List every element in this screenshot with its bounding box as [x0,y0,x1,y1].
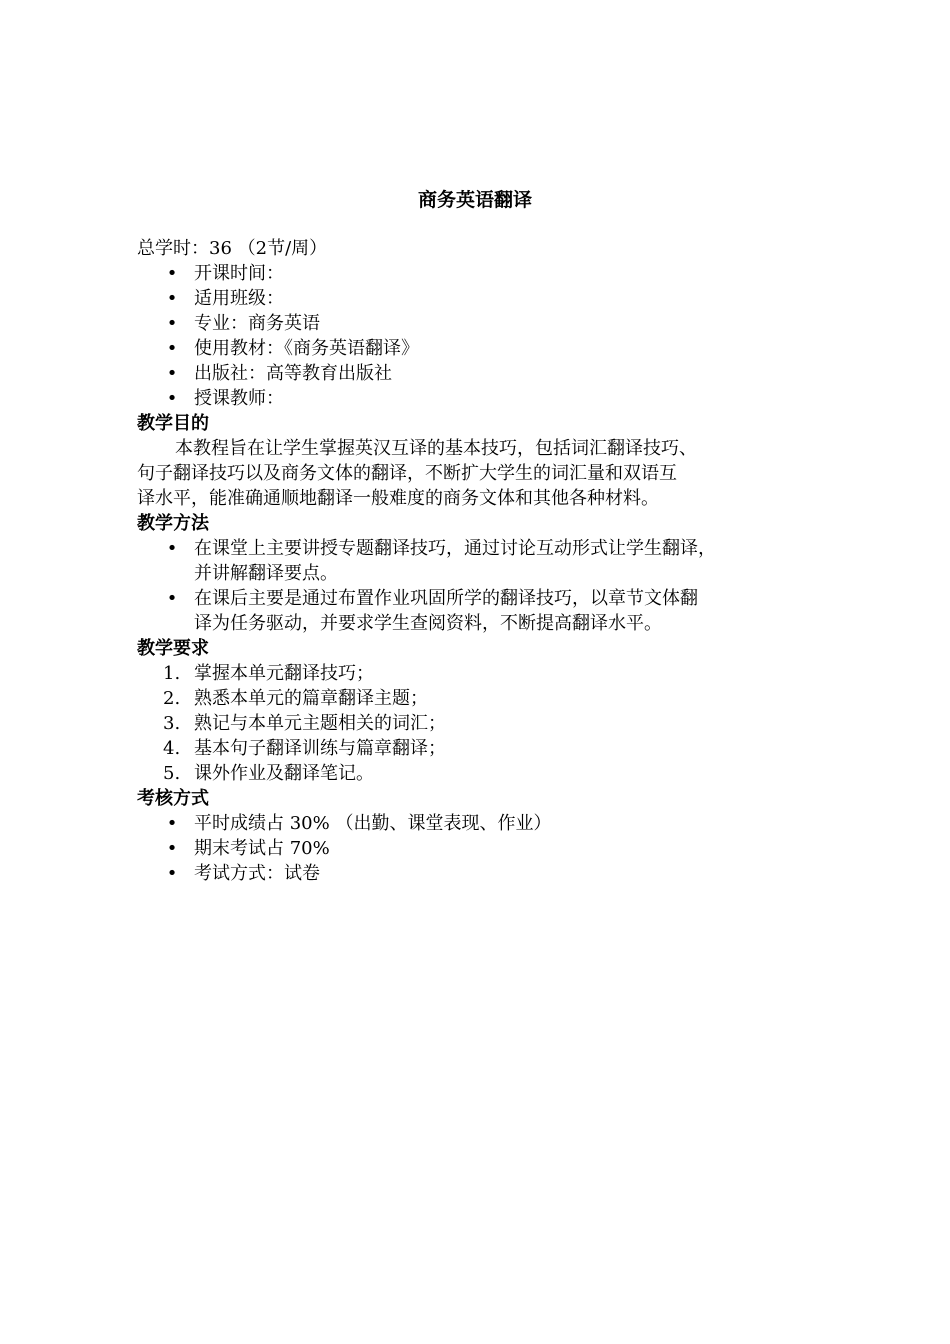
section-heading-method: 教学方法 [137,513,209,534]
list-item: 2. 熟悉本单元的篇章翻译主题； [163,688,428,709]
bullet-icon: • [166,338,178,359]
total-hours: 总学时：36 （2节/周） [137,238,328,259]
list-item: • 在课后主要是通过布置作业巩固所学的翻译技巧，以章节文体翻 译为任务驱动，并要求学生查阅资料，不断提高翻译水平。 [166,588,698,634]
assessment-list [137,811,837,886]
bullet-icon: • [166,388,178,409]
bullet-icon: • [166,863,178,884]
bullet-icon: • [166,288,178,309]
list-item: • 使用教材：《商务英语翻译》 [166,338,419,359]
list-item: • 专业：商务英语 [166,313,320,334]
bullet-icon: • [166,263,178,284]
list-item: • 授课教师： [166,388,284,409]
list-item: 4. 基本句子翻译训练与篇章翻译； [163,738,446,759]
list-item: • 开课时间： [166,263,284,284]
bullet-icon: • [166,313,178,334]
document-title: 商务英语翻译 [417,189,532,211]
bullet-icon: • [166,588,178,609]
list-item: • 平时成绩占 30% （出勤、课堂表现、作业） [166,813,552,834]
section-heading-objective: 教学目的 [137,413,209,434]
course-info-list [137,261,837,411]
list-item: • 期末考试占 70% [166,838,330,859]
objective-paragraph: 本教程旨在让学生掌握英汉互译的基本技巧，包括词汇翻译技巧、 句子翻译技巧以及商务文体的翻译，不断扩大学生的词汇量和双语互 译水平，能准确通顺地翻译一般难度的商务文体和其他各种材料。 [137,438,697,509]
list-item: • 在课堂上主要讲授专题翻译技巧，通过讨论互动形式让学生翻译， 并讲解翻译要点。 [166,538,716,584]
document-body [137,236,837,886]
list-item: 3. 熟记与本单元主题相关的词汇； [163,713,446,734]
bullet-icon: • [166,813,178,834]
bullet-icon: • [166,838,178,859]
list-item: 1. 掌握本单元翻译技巧； [163,663,374,684]
bullet-icon: • [166,538,178,559]
bullet-icon: • [166,363,178,384]
method-list [137,536,837,636]
list-item: • 出版社：高等教育出版社 [166,363,392,384]
list-item: • 考试方式：试卷 [166,863,320,884]
requirements-list [137,661,837,786]
section-heading-assessment: 考核方式 [137,788,209,809]
section-heading-requirements: 教学要求 [137,638,209,659]
list-item: 5. 课外作业及翻译笔记。 [163,763,374,784]
list-item: • 适用班级： [166,288,284,309]
